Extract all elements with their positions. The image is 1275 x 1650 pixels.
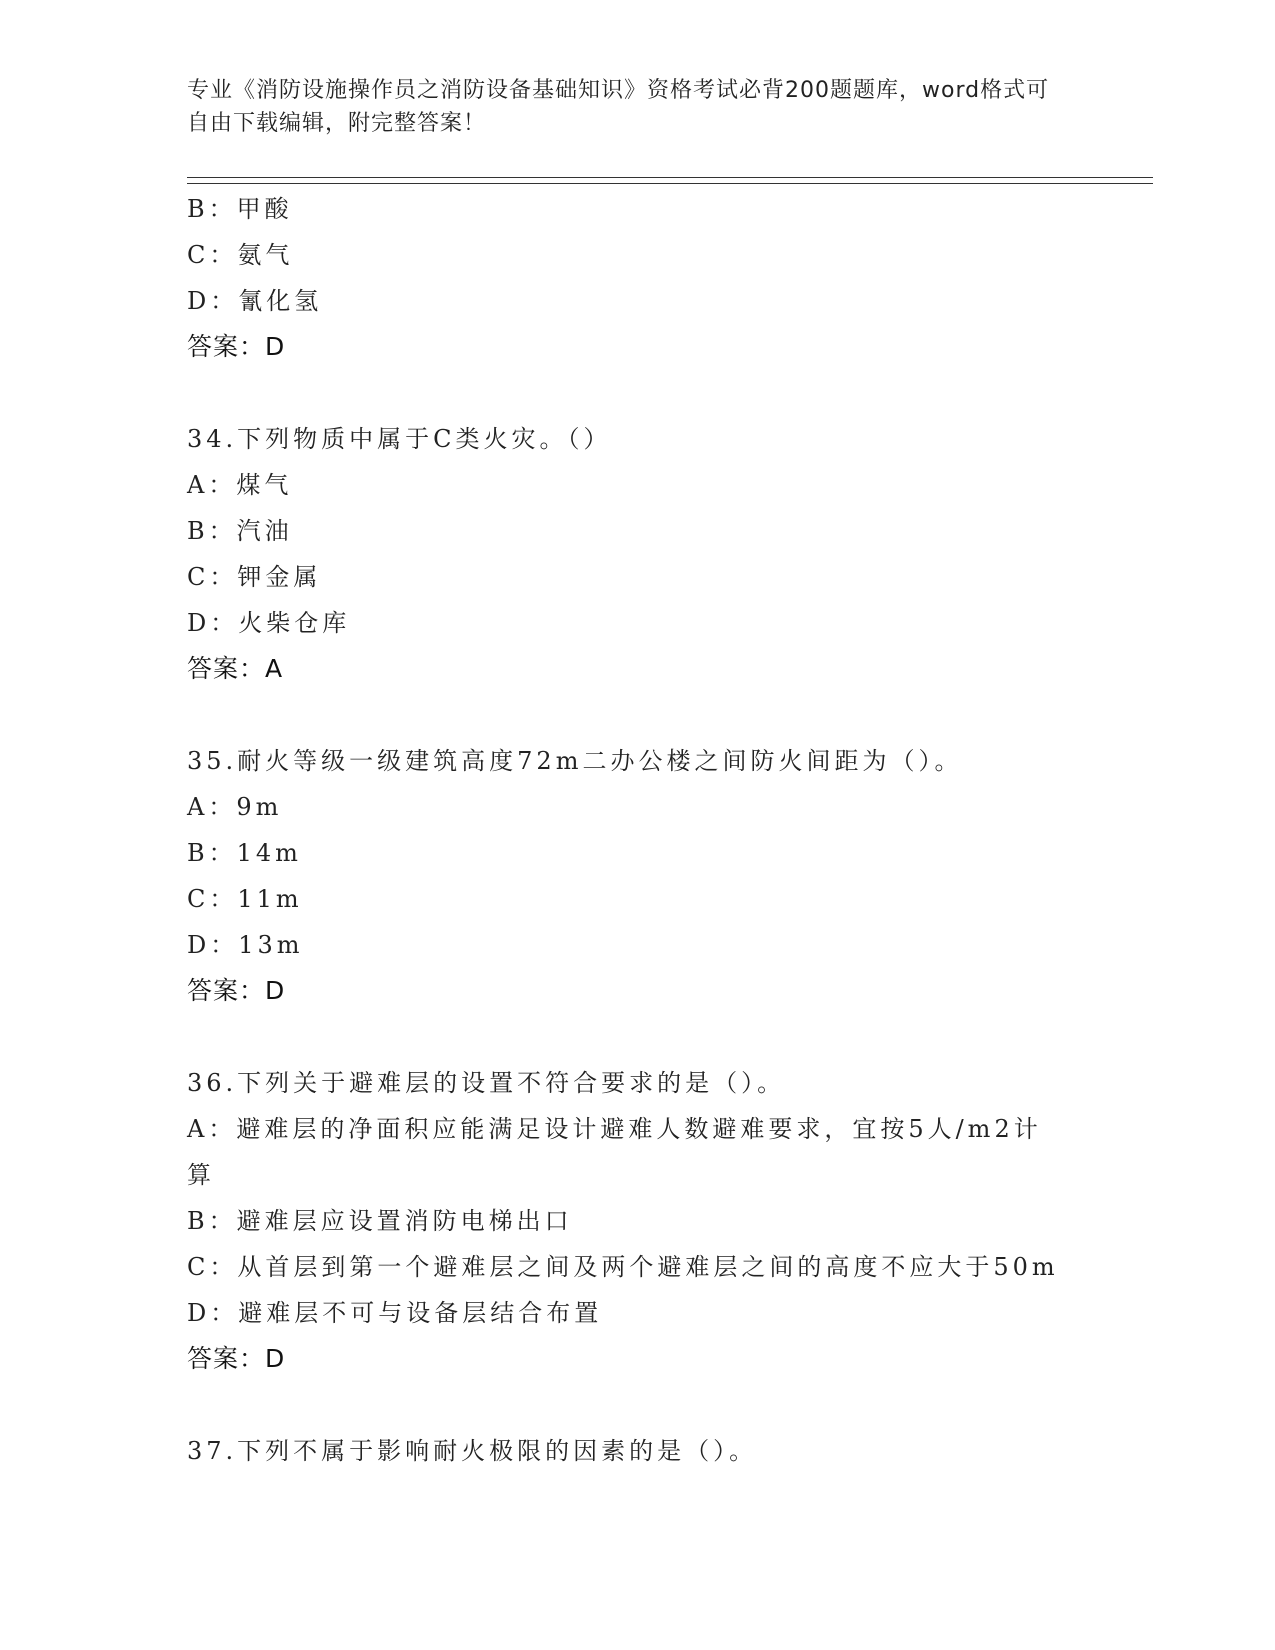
document-header <box>187 74 1067 140</box>
question-34 <box>187 416 1067 692</box>
option-c: C：从首层到第一个避难层之间及两个避难层之间的高度不应大于50m <box>187 1253 1059 1281</box>
option-c: C：11m <box>187 885 303 913</box>
question-list <box>187 186 1067 1474</box>
question-36 <box>187 1060 1067 1382</box>
question-37 <box>187 1428 1067 1474</box>
option-b: B：避难层应设置消防电梯出口 <box>187 1207 573 1235</box>
question-35 <box>187 738 1067 1014</box>
option-d: D：火柴仓库 <box>187 609 351 637</box>
answer: 答案：D <box>187 976 286 1005</box>
option-d: D：13m <box>187 931 304 959</box>
option-c: C：钾金属 <box>187 563 322 591</box>
question-stem: 35.耐火等级一级建筑高度72m二办公楼之间防火间距为（）。 <box>187 747 963 775</box>
header-divider-top <box>187 177 1153 178</box>
answer: 答案：D <box>187 332 286 361</box>
answer: 答案：A <box>187 654 284 683</box>
question-33-tail <box>187 186 1067 370</box>
question-stem: 34.下列物质中属于C类火灾。（） <box>187 425 612 453</box>
option-a: A：煤气 <box>187 471 293 499</box>
option-d: D：氰化氢 <box>187 287 323 315</box>
option-a: A：9m <box>187 793 283 821</box>
option-d: D：避难层不可与设备层结合布置 <box>187 1299 603 1327</box>
question-stem: 36.下列关于避难层的设置不符合要求的是（）。 <box>187 1069 786 1097</box>
answer: 答案：D <box>187 1344 286 1373</box>
header-divider-bottom <box>187 183 1153 184</box>
question-stem: 37.下列不属于影响耐火极限的因素的是（）。 <box>187 1437 758 1465</box>
option-b: B：甲酸 <box>187 195 293 223</box>
option-c: C：氨气 <box>187 241 294 269</box>
header-text: 专业《消防设施操作员之消防设备基础知识》资格考试必背200题题库，word格式可自由下载编辑，附完整答案！ <box>187 78 1050 136</box>
option-a: A：避难层的净面积应能满足设计避难人数避难要求，宜按5人/m2计算 <box>187 1115 1042 1189</box>
option-b: B：汽油 <box>187 517 293 545</box>
option-b: B：14m <box>187 839 302 867</box>
